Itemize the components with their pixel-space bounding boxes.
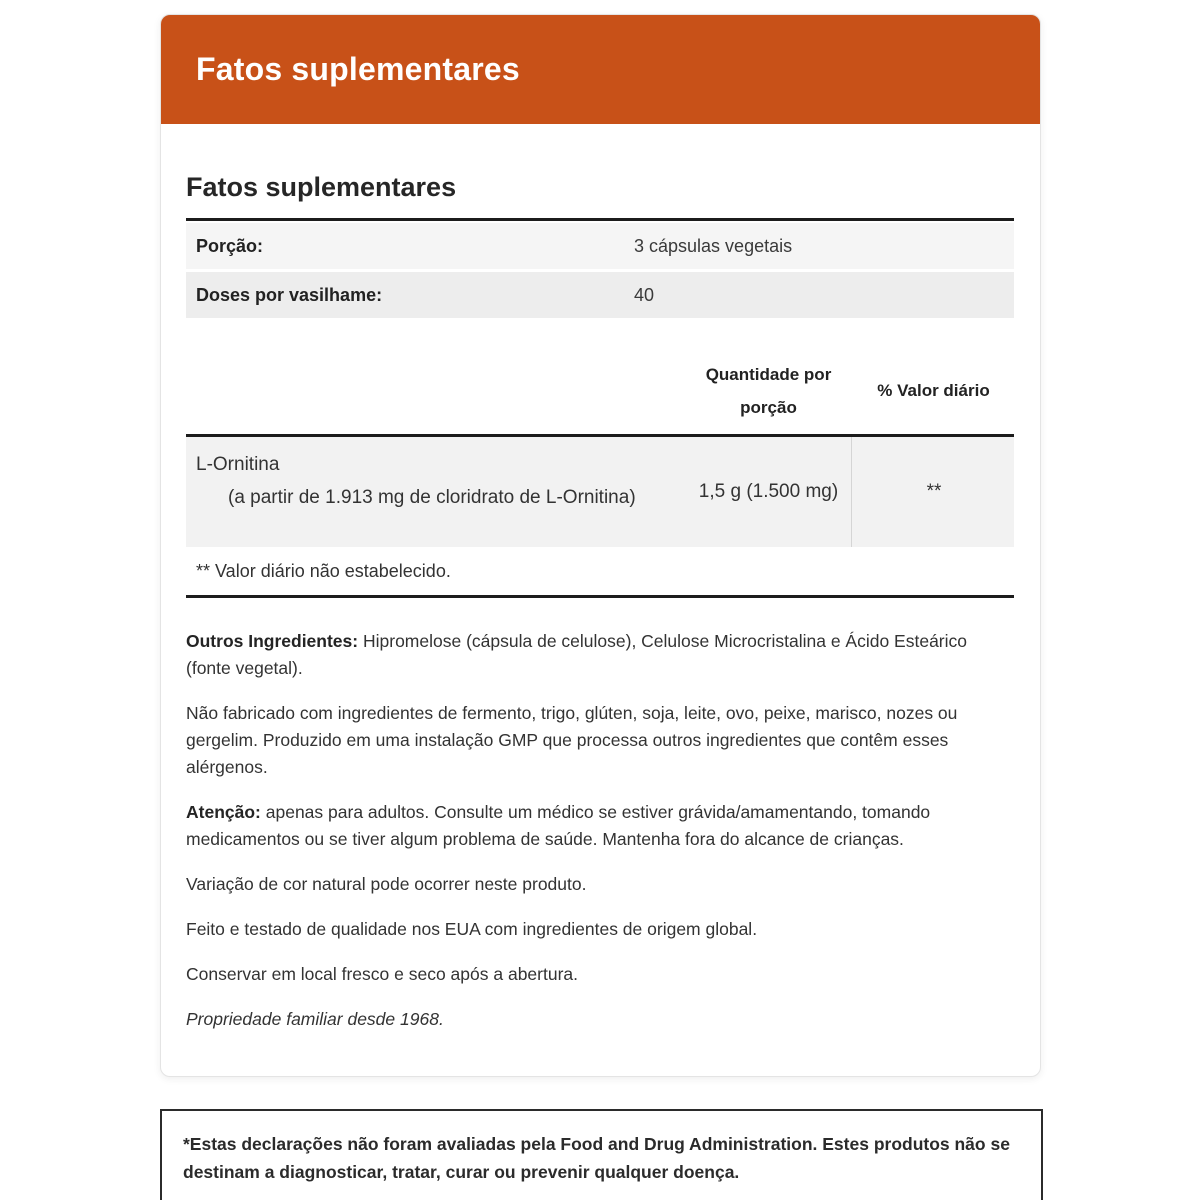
ingredient-source: (a partir de 1.913 mg de cloridrato de L-Ornitina) <box>228 487 636 508</box>
caution-label: Atenção: <box>186 802 261 822</box>
allergen-paragraph <box>186 700 1014 781</box>
color-variation-text: Variação de cor natural pode ocorrer neste produto. <box>186 874 587 894</box>
amount-per-serving-header: Quantidade por porção <box>705 365 832 417</box>
ingredient-name: L-Ornitina <box>196 454 280 475</box>
servings-per-container-value: 40 <box>634 285 655 305</box>
other-ingredients-text: Hipromelose (cápsula de celulose), Celulose Microcristalina e Ácido Esteárico (fonte vegetal). <box>186 631 967 678</box>
banner-title: Fatos suplementares <box>196 51 520 87</box>
storage-text: Conservar em local fresco e seco após a abertura. <box>186 964 578 984</box>
caution-paragraph <box>186 799 1014 853</box>
bottom-rule <box>186 595 1014 598</box>
serving-size-label: Porção: <box>196 236 264 256</box>
nutrient-table-headers <box>186 358 1014 424</box>
card-body <box>161 124 1040 1076</box>
family-owned-note: Propriedade familiar desde 1968. <box>186 1009 444 1029</box>
quality-text: Feito e testado de qualidade nos EUA com ingredientes de origem global. <box>186 919 758 939</box>
ingredient-amount: 1,5 g (1.500 mg) <box>698 481 839 502</box>
color-variation-paragraph <box>186 871 1014 898</box>
serving-size-value: 3 cápsulas vegetais <box>634 236 793 256</box>
serving-size-row <box>186 223 1014 269</box>
servings-per-container-label: Doses por vasilhame: <box>196 285 383 305</box>
supplement-facts-card <box>160 14 1041 1077</box>
ingredient-daily-value: ** <box>851 437 1016 547</box>
ingredient-header-spacer <box>186 358 686 424</box>
fda-disclaimer-box <box>160 1109 1043 1200</box>
ingredient-name-cell <box>186 437 686 547</box>
other-ingredients-label: Outros Ingredientes: <box>186 631 359 651</box>
allergen-text: Não fabricado com ingredientes de fermento, trigo, glúten, soja, leite, ovo, peixe, marisco, nozes ou gergelim. Produzido em uma instalação GMP que processa outros ingredientes que contêm esses alérgenos. <box>186 703 958 777</box>
page <box>0 14 1200 1200</box>
top-rule <box>186 218 1014 221</box>
quality-paragraph <box>186 916 1014 943</box>
servings-per-container-row <box>186 272 1014 318</box>
fda-disclaimer-text: *Estas declarações não foram avaliadas pela Food and Drug Administration. Estes produtos não se destinam a diagnosticar, tratar, curar ou prevenir qualquer doença. <box>183 1134 1010 1182</box>
panel-heading: Fatos suplementares <box>186 172 457 202</box>
other-ingredients-paragraph <box>186 628 1014 682</box>
daily-value-footnote: ** Valor diário não estabelecido. <box>196 561 451 581</box>
caution-text: apenas para adultos. Consulte um médico se estiver grávida/amamentando, tomando medicamentos ou se tiver algum problema de saúde. Mantenha fora do alcance de crianças. <box>186 802 931 849</box>
info-paragraphs <box>186 628 1014 1033</box>
table-row <box>186 437 1014 547</box>
orange-header-banner <box>161 15 1040 124</box>
daily-value-header: % Valor diário <box>877 381 990 400</box>
storage-paragraph <box>186 961 1014 988</box>
serving-info <box>186 223 1014 318</box>
